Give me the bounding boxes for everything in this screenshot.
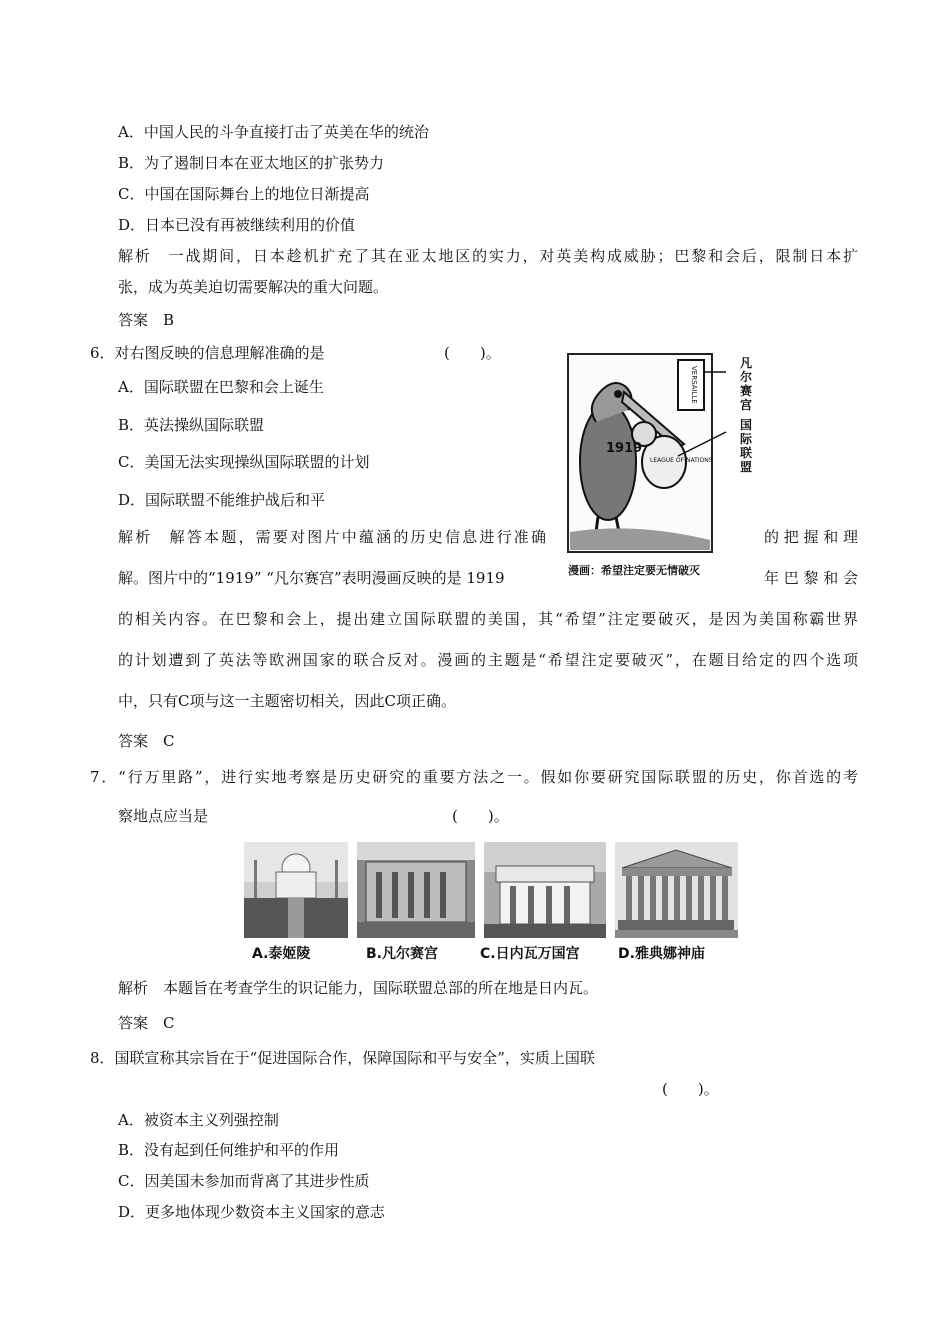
cartoon-caption: 漫画：希望注定要无情破灭 xyxy=(568,564,700,577)
q6-analysis-line1-right: 的把握和理 xyxy=(764,528,858,546)
q7-stem-line1: 7．“行万里路”，进行实地考察是历史研究的重要方法之一。假如你要研究国际联盟的历史，你首选的考 xyxy=(90,768,858,786)
cartoon-year-text: 1919 xyxy=(606,441,643,456)
cartoon-league-text: LEAGUE OF NATIONS xyxy=(650,457,713,464)
q5-option-c: C．中国在国际舞台上的地位日渐提高 xyxy=(118,185,370,203)
q6-option-b: B．英法操纵国际联盟 xyxy=(118,416,265,434)
photo-caption-a: A.泰姬陵 xyxy=(252,946,311,962)
q6-option-d: D．国际联盟不能维护战后和平 xyxy=(118,491,326,509)
q8-option-a: A．被资本主义列强控制 xyxy=(118,1111,279,1129)
photo-caption-b: B.凡尔赛宫 xyxy=(366,946,438,962)
versailles-sign-text: VERSAILLE xyxy=(690,366,698,404)
q8-option-c: C．因美国未参加而背离了其进步性质 xyxy=(118,1172,370,1190)
q8-blank: ( )。 xyxy=(662,1080,719,1098)
q5-answer: 答案 B xyxy=(118,311,175,329)
q8-option-d: D．更多地体现少数资本主义国家的意志 xyxy=(118,1203,386,1221)
q8-stem: 8．国联宣称其宗旨在于“促进国际合作，保障国际和平与安全”，实质上国联 xyxy=(90,1049,595,1067)
cartoon-label-versailles: 凡尔赛宫 xyxy=(740,356,753,412)
q5-option-b: B．为了遏制日本在亚太地区的扩张势力 xyxy=(118,154,385,172)
photo-caption-d: D.雅典娜神庙 xyxy=(618,946,705,962)
photo-caption-c: C.日内瓦万国宫 xyxy=(480,946,580,962)
q6-analysis-line3: 的相关内容。在巴黎和会上，提出建立国际联盟的美国，其“希望”注定要破灭，是因为美国称霸世界 xyxy=(118,610,858,628)
q5-analysis-line1: 解析 一战期间，日本趁机扩充了其在亚太地区的实力，对英美构成威胁；巴黎和会后，限制日本扩 xyxy=(118,247,858,265)
q6-analysis-line4: 的计划遭到了英法等欧洲国家的联合反对。漫画的主题是“希望注定要破灭”，在题目给定的四个选项 xyxy=(118,651,858,669)
photo-palais-des-nations xyxy=(484,842,606,938)
q7-analysis: 解析 本题旨在考查学生的识记能力，国际联盟总部的所在地是日内瓦。 xyxy=(118,979,599,997)
q6-analysis-line1-left: 解析 解答本题，需要对图片中蕴涵的历史信息进行准确 xyxy=(118,528,546,546)
league-cartoon-image xyxy=(566,352,754,584)
q6-analysis-line2-left: 解。图片中的“1919” “凡尔赛宫”表明漫画反映的是 1919 xyxy=(118,569,505,587)
q5-option-a: A．中国人民的斗争直接打击了英美在华的统治 xyxy=(118,123,429,141)
q8-option-b: B．没有起到任何维护和平的作用 xyxy=(118,1141,340,1159)
q7-blank: ( )。 xyxy=(452,807,509,825)
q7-stem-line2: 察地点应当是 xyxy=(118,807,209,825)
q5-option-d: D．日本已没有再被继续利用的价值 xyxy=(118,216,356,234)
q7-answer: 答案 C xyxy=(118,1014,175,1032)
q6-option-a: A．国际联盟在巴黎和会上诞生 xyxy=(118,378,324,396)
q6-option-c: C．美国无法实现操纵国际联盟的计划 xyxy=(118,453,370,471)
q6-analysis-line5: 中，只有C项与这一主题密切相关，因此C项正确。 xyxy=(118,692,456,710)
photo-versailles xyxy=(357,842,475,938)
q5-analysis-line2: 张，成为英美迫切需要解决的重大问题。 xyxy=(118,278,389,296)
q6-blank: ( )。 xyxy=(444,344,501,362)
cartoon-label-league: 国际联盟 xyxy=(740,418,753,474)
photo-taj-mahal xyxy=(244,842,348,938)
q6-answer: 答案 C xyxy=(118,732,175,750)
q6-stem: 6．对右图反映的信息理解准确的是 xyxy=(90,344,325,362)
photo-parthenon xyxy=(615,842,738,938)
q6-analysis-line2-right: 年巴黎和会 xyxy=(764,569,858,587)
